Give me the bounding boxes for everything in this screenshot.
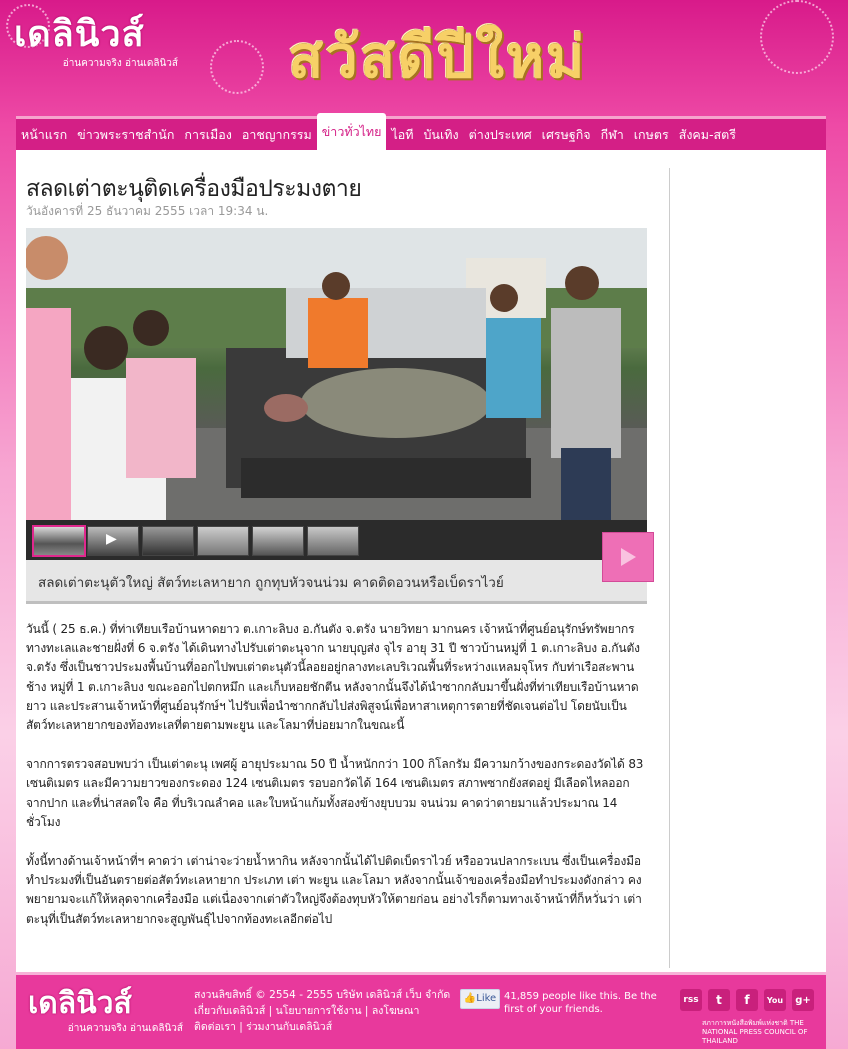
copyright-text: สงวนลิขสิทธิ์ © 2554 - 2555 บริษัท เดลินิวส์ เว็บ จำกัด (194, 989, 451, 1001)
footer-link-advertise[interactable]: ลงโฆษณา (371, 1005, 420, 1017)
photo-illustration (26, 228, 647, 520)
firework-decoration (760, 0, 834, 74)
play-arrow-icon (618, 547, 638, 567)
nav-item-sports[interactable]: กีฬา (600, 127, 624, 142)
facebook-like-button[interactable] (460, 989, 500, 1009)
facebook-like-count: 41,859 people like this. Be the first of your friends. (504, 991, 657, 1015)
thumbnail[interactable] (307, 526, 359, 556)
article-dateline: วันอังคารที่ 25 ธันวาคม 2555 เวลา 19:34 น. (26, 204, 269, 218)
footer-link-careers[interactable]: ร่วมงานกับเดลินิวส์ (246, 1021, 333, 1033)
nav-item-local[interactable]: ข่าวทั่วไทย (317, 113, 387, 151)
nav-item-home[interactable]: หน้าแรก (21, 127, 68, 142)
logo-tagline: อ่านความจริง อ่านเดลินิวส์ (62, 58, 178, 69)
social-links (680, 989, 814, 1011)
nav-item-agriculture[interactable]: เกษตร (633, 127, 669, 142)
rss-icon[interactable]: rss (680, 989, 702, 1011)
nav-item-economy[interactable]: เศรษฐกิจ (541, 127, 591, 142)
facebook-icon[interactable]: f (736, 989, 758, 1011)
thumbnail[interactable] (197, 526, 249, 556)
main-photo[interactable] (26, 228, 647, 520)
nav-item-society[interactable]: สังคม-สตรี (678, 127, 736, 142)
new-year-greeting: สวัสดีปีใหม่ (288, 23, 587, 91)
gallery-caption: สลดเต่าตะนุตัวใหญ่ สัตว์ทะเลหายาก ถูกทุบหัวจนน่วม คาดติดอวนหรือเบ็ดราไวย์ (38, 575, 504, 591)
nav-item-entertainment[interactable]: บันเทิง (423, 127, 459, 142)
footer-copyright-block: สงวนลิขสิทธิ์ © 2554 - 2555 บริษัท เดลินิวส์ เว็บ จำกัด เกี่ยวกับเดลินิวส์ | นโยบายการใช้งาน | ลงโฆษณา ติดต่อเรา | ร่วมงานกับเดลินิวส์ (194, 987, 464, 1035)
article-paragraph: วันนี้ ( 25 ธ.ค.) ที่ท่าเทียบเรือบ้านหาดยาว ต.เกาะลิบง อ.กันตัง จ.ตรัง นายวิทยา มากนคร เจ้าหน้าที่ศูนย์อนุรักษ์ทรัพยากรทางทะเลและชายฝั่งที่ 6 จ.ตรัง ได้เดินทางไปรับเต่าตะนุจาก นายบุญส่ง จุไร อายุ 31 ปี ชาวบ้านหมู่ที่ 1 ต.เกาะลิบง อ.กันตัง จ.ตรัง ซึ่งเป็นชาวประมงพื้นบ้านที่ออกไปพบเต่าตะนุตัวนี้ลอยอยู่กลางทะเลบริเวณพื้นที่ระหว่างแหลมจุโหร กับท่าเรือสะพานช้าง หมู่ที่ 1 ต.เกาะลิบง ขณะออกไปตกหมึก และเก็บหอยชักตีน หลังจากนั้นจึงได้นำซากกลับมาขึ้นฝั่งที่ท่าเทียบเรือบ้านหาดยาว และประสานเจ้าหน้าที่ศูนย์อนุรักษ์ฯ ไปรับเพื่อนำซากกลับไปส่งพิสูจน์เพื่อหาสาเหตุการตายที่ชัดเจนต่อไป โดยนับเป็นสัตว์ทะเลหายากของท้องทะเลที่ตายตามพะยูน และโลมาที่บ่อยมากในขณะนี้ (26, 622, 640, 733)
thumbs-up-icon: 👍 (463, 993, 477, 1004)
sidebar-divider (669, 168, 670, 968)
thumbnail[interactable] (142, 526, 194, 556)
thumbnail[interactable] (252, 526, 304, 556)
press-council-logo[interactable]: สภาการหนังสือพิมพ์แห่งชาติ THE NATIONAL PRESS COUNCIL OF THAILAND (702, 1019, 808, 1045)
nav-item-crime[interactable]: อาชญากรรม (241, 127, 312, 142)
logo-brand: เดลินิวส์ (14, 13, 145, 55)
site-logo[interactable] (14, 14, 184, 76)
content-card (16, 150, 826, 972)
footer-link-policy[interactable]: นโยบายการใช้งาน (275, 1005, 362, 1017)
nav-item-politics[interactable]: การเมือง (184, 127, 232, 142)
footer-link-about[interactable]: เกี่ยวกับเดลินิวส์ (194, 1005, 266, 1017)
footer-logo-tagline: อ่านความจริง อ่านเดลินิวส์ (67, 1023, 183, 1034)
google-plus-icon[interactable]: g+ (792, 989, 814, 1011)
nav-item-royal[interactable]: ข่าวพระราชสำนัก (77, 127, 175, 142)
like-label: Like (476, 993, 497, 1004)
site-header (0, 0, 848, 112)
article-body (26, 620, 648, 949)
thumbnail-strip (26, 520, 647, 560)
article-paragraph: จากการตรวจสอบพบว่า เป็นเต่าตะนุ เพศผู้ อายุประมาณ 50 ปี น้ำหนักกว่า 100 กิโลกรัม มีความกว้างของกระดองวัดได้ 83 เซนติเมตร และมีความยาวของกระดอง 124 เซนติเมตร รอบอกวัดได้ 164 เซนติเมตร สภาพซากยังสดอยู่ มีเลือดไหลออกจากปาก และที่น่าสลดใจ คือ ที่บริเวณลำคอ และใบหน้าแก้มทั้งสองข้างยุบบวม จนน่วม คาดว่าตายมาแล้วประมาณ 14 ชั่วโมง (26, 757, 644, 829)
play-icon: ▶ (106, 531, 117, 547)
article-headline: สลดเต่าตะนุติดเครื่องมือประมงตาย (26, 176, 362, 202)
footer-logo-brand: เดลินิวส์ (28, 986, 132, 1021)
nav-item-it[interactable]: ไอที (391, 127, 414, 142)
youtube-icon[interactable]: You (764, 989, 786, 1011)
article-paragraph: ทั้งนี้ทางด้านเจ้าหน้าที่ฯ คาดว่า เต่าน่าจะว่ายน้ำหากิน หลังจากนั้นได้ไปติดเบ็ดราไวย์ หรืออวนปลากระเบน ซึ่งเป็นเครื่องมือทำประมงที่เป็นอันตรายต่อสัตว์ทะเลหายาก ประเภท เต่า พะยูน และโลมา หลังจากนั้นเจ้าของเครื่องมือทำประมงดังกล่าว คงพยายามจะแก้ให้หลุดจากเครื่องมือ แต่เนื่องจากเต่าตัวใหญ่จึงต้องทุบหัวให้ตายก่อน อย่างไรก็ตามทางเจ้าหน้าที่ก็หวั่นว่า เต่าตะนุที่เป็นสัตว์ทะเลหายากจะสูญพันธุ์ไปจากท้องทะเลอีกต่อไป (26, 854, 642, 926)
gallery-next-button[interactable] (602, 532, 654, 582)
nav-item-foreign[interactable]: ต่างประเทศ (468, 127, 532, 142)
photo-gallery (26, 228, 647, 601)
firework-decoration (210, 40, 264, 94)
main-nav (16, 116, 826, 151)
footer-link-contact[interactable]: ติดต่อเรา (194, 1021, 236, 1033)
gallery-caption-bar (26, 560, 647, 604)
thumbnail-video[interactable] (87, 526, 139, 556)
footer-logo[interactable] (28, 987, 183, 1036)
site-footer (16, 975, 826, 1049)
twitter-icon[interactable]: t (708, 989, 730, 1011)
thumbnail[interactable] (32, 525, 86, 557)
